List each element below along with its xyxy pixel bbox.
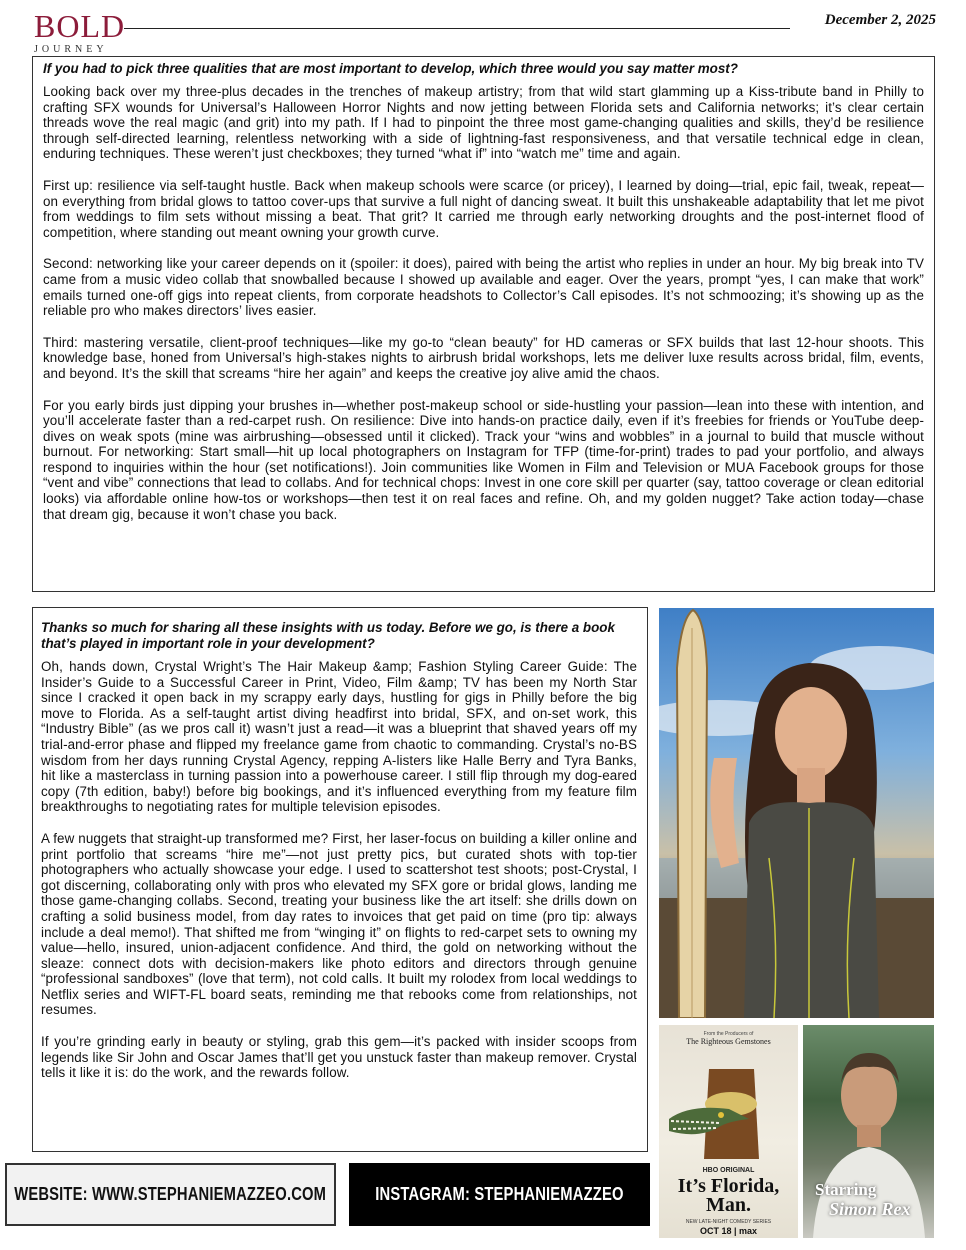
instagram-label: INSTAGRAM: STEPHANIEMAZZEO: [375, 1184, 624, 1204]
answer-qualities: [43, 84, 924, 522]
photo-surfboard-portrait: [659, 608, 934, 1018]
answer-paragraph: A few nuggets that straight-up transformed me? First, her laser-focus on building a killer online and print portfolio that screams “hire me”—not just pretty pics, but curated shots with top-tier photographers who actually showcase your edge. I used to scattershot test shoots; post-Crystal, I got discerning, collaborating only with pros who elevated my SFX gore or bridal glows, landing me those game-changing collabs. Second, treating your business like the art itself: she drills down on crafting a solid business model, from day rates to invoices that get paid on time (pro tip: always include a deal memo!). That shifted me from “winging it” on flights to red-carpet sets to owning my value—hello, insured, union-adjacent confidence. And third, the gold on networking without the sleaze: connect dots with decision-makers like photo editors and directors through genuine “professional sandboxes” (love that term), not cold calls. It built my rolodex from local weddings to Netflix series and WIFT-FL board seats, reminding me that rebooks come from relationships, not resumes.: [41, 830, 637, 1018]
poster-title: It’s Florida, Man.: [677, 1175, 780, 1216]
qa-box-book: [32, 607, 648, 1152]
question-qualities: If you had to pick three qualities that are most important to develop, which three would you say matter most?: [43, 61, 738, 76]
alligator-trophy-illustration: [659, 1049, 798, 1169]
actor-name: Simon Rex: [829, 1199, 911, 1219]
bold-journey-logo[interactable]: [34, 10, 130, 55]
answer-paragraph: Oh, hands down, Crystal Wright’s The Hair Makeup &amp; Fashion Styling Career Guide: The Insider’s Guide to a Successful Career in Print, Video, Film &amp; TV has been my North Star since I cracked it open back in my scrappy early days, hustling for gigs in Philly before the big move to Florida. As a self-taught artist diving headfirst into bridal, SFX, and on-set work, this “Industry Bible” (as we pros call it) wasn’t just a read—it was a blueprint that shaved years off my trial-and-error phase and flipped my freelance game from chaotic to commanding. Crystal’s no-BS wisdom from her days running Crystal Agency, repping A-listers like Halle Berry and Tyra Banks, hit like a masterclass in turning passion into a powerhouse career. I still flip through my dog-eared copy (7th edition, baby!) before big bookings, and it’s influenced everything from my feature film breakthroughs to negotiating rates for multiple television episodes.: [41, 659, 637, 815]
header-rule: [124, 28, 790, 29]
starring-label: Starring: [815, 1180, 877, 1199]
website-label: WEBSITE: WWW.STEPHANIEMAZZEO.COM: [14, 1184, 327, 1204]
poster-producer-show: The Righteous Gemstones: [686, 1037, 771, 1046]
poster-tagline: NEW LATE-NIGHT COMEDY SERIES: [685, 1219, 772, 1225]
logo-wordmark-journey: JOURNEY: [34, 44, 108, 55]
surfboard-portrait-illustration: [659, 608, 934, 1018]
issue-date: December 2, 2025: [824, 12, 936, 28]
answer-book: [41, 659, 637, 1081]
qa-box-qualities: [32, 56, 935, 592]
poster-its-florida-man: [659, 1025, 798, 1238]
answer-paragraph: For you early birds just dipping your brushes in—whether post-makeup school or side-hustling your passion—lean into these with intention, and you’ll accelerate faster than a red-carpet rush. On resilience: Dive into hands-on practice daily, even if it’s freebies for friends or YouTube deep-dives on weak spots (mine was airbrushing—obsessed until it clicked). Track your “wins and wobbles” in a journal to build that muscle without burnout. For networking: Start small—hit up local photographers on Instagram for TFP (time-for-print) trades to pad your portfolio, and always respond to inquiries within the hour (set notifications!). Join communities like Women in Film and Television or MUA Facebook groups for those “vent and vibe” connections that lead to collabs. And for technical chops: Invest in one core skill per quarter (say, tattoo coverage or clean editorial looks) via affordable online how-tos or workshops—then test it on real faces and refine. Oh, and my golden nugget? Take action today—chase that dream gig, because it won’t chase you back.: [43, 397, 924, 522]
logo-wordmark-bold: BOLD: [34, 8, 126, 44]
poster-release-date: OCT 18 | max: [699, 1226, 758, 1236]
answer-paragraph: If you’re grinding early in beauty or styling, grab this gem—it’s packed with insider scoops from legends like Sir John and Oscar James that’ll get you unstuck faster than makeup remover. Crystal tells it like it is: do the work, and the rewards follow.: [41, 1034, 637, 1081]
answer-paragraph: Third: mastering versatile, client-proof techniques—like my go-to “clean beauty” for HD cameras or SFX builds that last 12-hour shoots. This knowledge base, honed from Universal’s high-stakes nights to airbrush bridal workshops, lets me deliver luxe results across bridal, film, events, and beyond. It’s the skill that screams “hire her again” and keeps the creative joy alive amid the chaos.: [43, 334, 924, 381]
instagram-link[interactable]: [349, 1163, 650, 1226]
answer-paragraph: Looking back over my three-plus decades in the trenches of makeup artistry; from that wild start glamming up a Kiss-tribute band in Philly to crafting SFX wounds for Universal’s Halloween Horror Nights and now jetting between Florida sets and California networks; it’s clear certain threads wove the real magic (and grit) into my path. If I had to pinpoint the three most game-changing qualities and skills, they’d be resilience through self-directed learning, relentless networking with a side of lightning-fast responsiveness, and that versatile technical edge in clean, enduring techniques. These weren’t just checkboxes; they turned “what if” into “watch me” time and again.: [43, 84, 924, 162]
answer-paragraph: Second: networking like your career depends on it (spoiler: it does), paired with being the artist who replies in under an hour. My big break into TV came from a music video collab that snowballed because I showed up available and eager. Over the years, prompt “yes, I can make that work” emails turned one-off gigs into repeat clients, from corporate headshots to Collector’s Call episodes. It’s not schmoozing; it’s showing up as the reliable pro who makes directors’ lives easier.: [43, 256, 924, 319]
poster-network: HBO ORIGINAL: [702, 1167, 755, 1174]
question-book: Thanks so much for sharing all these insights with us today. Before we go, is there a book that’s played in important role in your development?: [41, 620, 615, 651]
poster-kicker: From the Producers of: [703, 1031, 754, 1037]
answer-paragraph: First up: resilience via self-taught hustle. Back when makeup schools were scarce (or pricey), I learned by doing—trial, epic fail, tweak, repeat—on everything from bridal glows to tattoo cover-ups that survive a full night of dancing sweat. It built this unshakeable adaptability that let me pivot from weddings to film sets without missing a beat. That grit? It carried me through early networking droughts and the post-internet flood of competition, where standing out meant owning your growth curve.: [43, 177, 924, 240]
website-link[interactable]: [5, 1163, 336, 1226]
photo-simon-rex: [803, 1025, 934, 1238]
